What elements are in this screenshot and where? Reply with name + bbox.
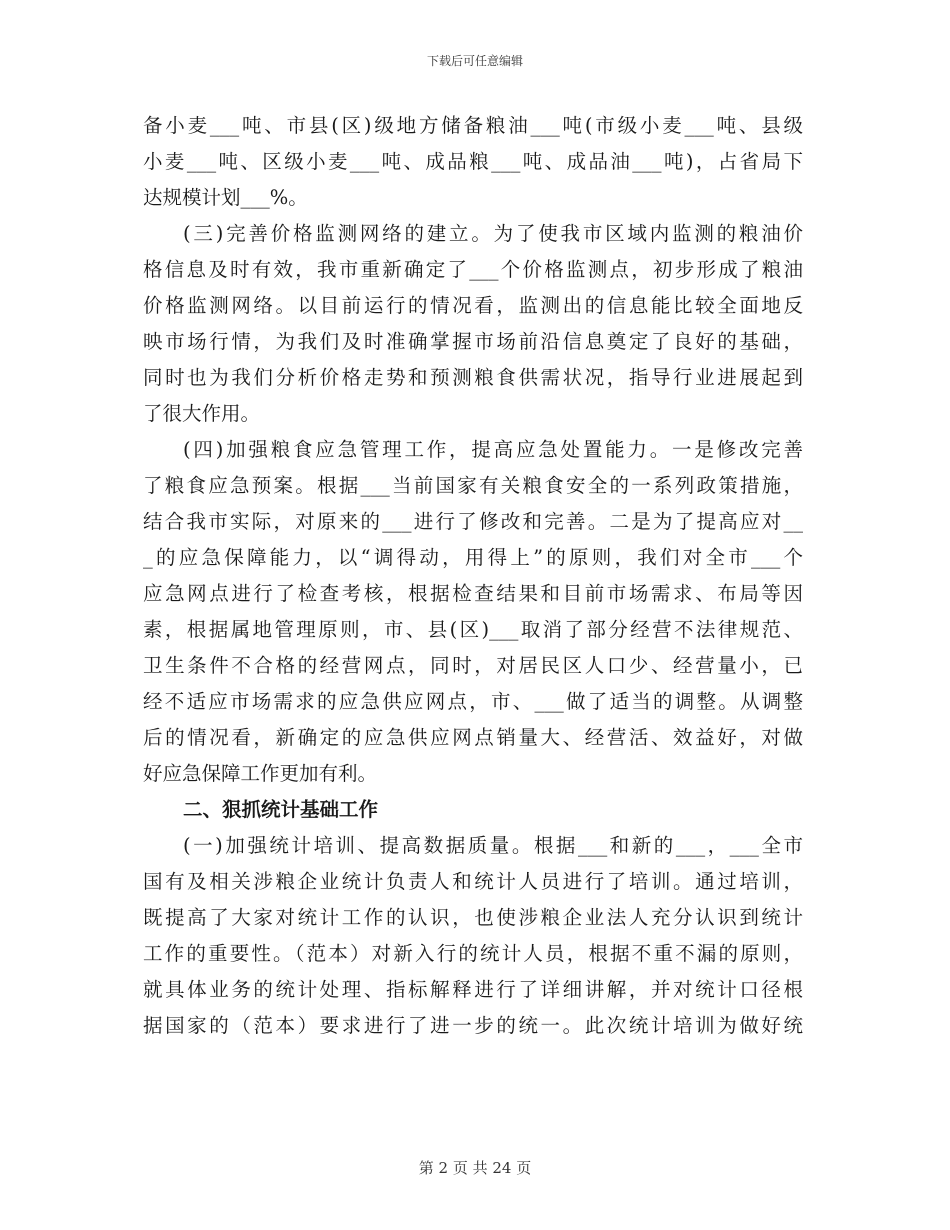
text-line: 映市场行情，为我们及时准确掌握市场前沿信息奠定了良好的基础， — [143, 330, 803, 353]
text-line: 价格监测网络。以目前运行的情况看，监测出的信息能比较全面地反 — [143, 294, 803, 317]
text-line: 国有及相关涉粮企业统计负责人和统计人员进行了培训。通过培训， — [143, 870, 803, 893]
text-line: 就具体业务的统计处理、指标解释进行了详细讲解，并对统计口径根 — [143, 978, 803, 1001]
text-line: _的应急保障能力，以“调得动，用得上”的原则，我们对全市___个 — [143, 546, 803, 569]
text-line: 素，根据属地管理原则，市、县(区)___取消了部分经营不法律规范、 — [143, 618, 803, 641]
text-line: 达规模计划___%。 — [143, 186, 308, 209]
text-line: 后的情况看，新确定的应急供应网点销量大、经营活、效益好，对做 — [143, 726, 803, 749]
document-body — [143, 108, 803, 1044]
page-header: 下载后可任意编辑 — [426, 54, 523, 68]
text-line: 应急网点进行了检查考核，根据检查结果和目前市场需求、布局等因 — [143, 582, 803, 605]
text-line: (四)加强粮食应急管理工作，提高应急处置能力。一是修改完善 — [183, 438, 803, 461]
text-line: 工作的重要性。（范本）对新入行的统计人员，根据不重不漏的原则， — [143, 942, 803, 965]
text-line: 卫生条件不合格的经营网点，同时，对居民区人口少、经营量小，已 — [143, 654, 803, 677]
text-line: 了粮食应急预案。根据___当前国家有关粮食安全的一系列政策措施， — [143, 474, 803, 497]
page-footer: 第 2 页 共 24 页 — [418, 1159, 532, 1177]
text-line: 备小麦___吨、市县(区)级地方储备粮油___吨(市级小麦___吨、县级 — [143, 114, 803, 137]
text-line: 小麦___吨、区级小麦___吨、成品粮___吨、成品油___吨)，占省局下 — [143, 150, 803, 173]
text-line: 据国家的（范本）要求进行了进一步的统一。此次统计培训为做好统 — [143, 1014, 803, 1037]
text-line: 既提高了大家对统计工作的认识，也使涉粮企业法人充分认识到统计 — [143, 906, 803, 929]
text-line: 了很大作用。 — [143, 402, 261, 425]
text-line: 结合我市实际，对原来的___进行了修改和完善。二是为了提高应对__ — [143, 510, 803, 533]
text-line: 好应急保障工作更加有利。 — [143, 762, 378, 785]
section-heading: 二、狠抓统计基础工作 — [183, 798, 379, 821]
text-line: (三)完善价格监测网络的建立。为了使我市区域内监测的粮油价 — [183, 222, 803, 245]
text-line: 格信息及时有效，我市重新确定了___个价格监测点，初步形成了粮油 — [143, 258, 803, 281]
text-line: (一)加强统计培训、提高数据质量。根据___和新的___，___全市 — [183, 834, 803, 857]
text-line: 同时也为我们分析价格走势和预测粮食供需状况，指导行业进展起到 — [143, 366, 803, 389]
text-line: 经不适应市场需求的应急供应网点，市、___做了适当的调整。从调整 — [143, 690, 803, 713]
